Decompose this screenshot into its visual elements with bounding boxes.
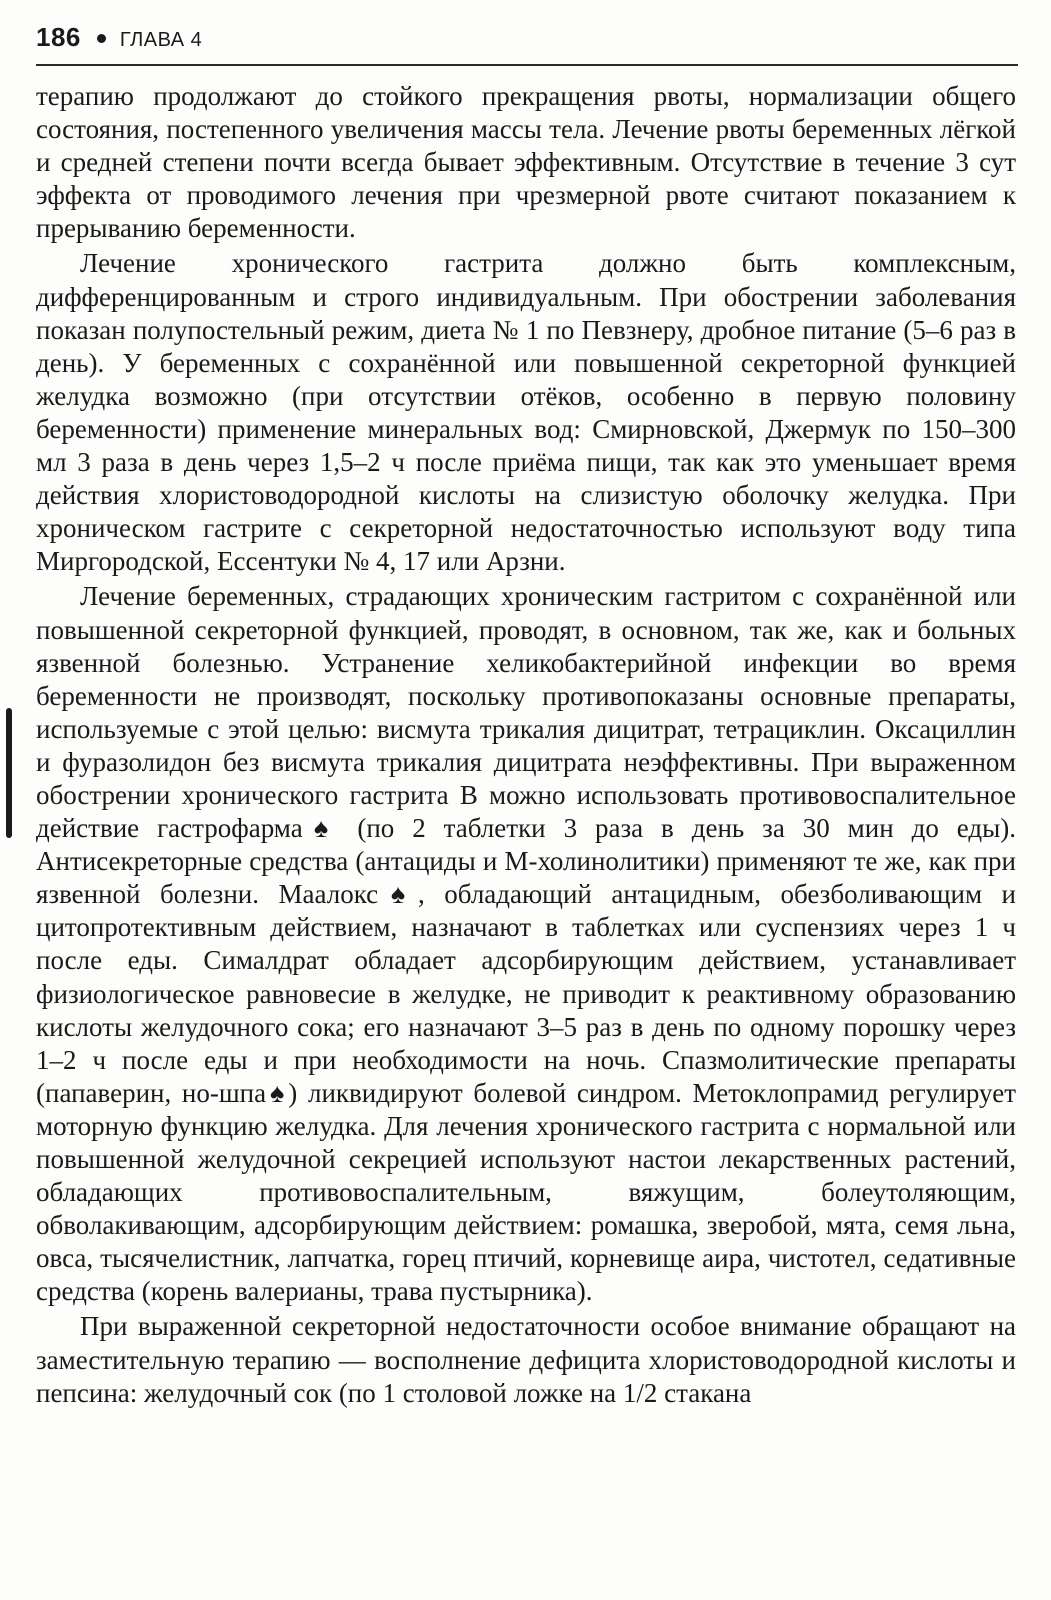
body-text — [36, 80, 1016, 1410]
page-number: 186 — [36, 22, 81, 52]
chapter-label: ГЛАВА 4 — [119, 29, 203, 51]
paragraph-gastritis-treatment: Лечение хронического гастрита должно быть комплексным, дифференцированным и строго индивидуальным. При обострении заболевания показан полупостельный режим, диета № 1 по Певзнеру, дробное питание (5–6 раз в день). У беременных с сохранённой или повышенной секреторной функцией желудка возможно (при отсутствии отёков, особенно в первую половину беременности) применение минеральных вод: Смирновской, Джермук по 150–300 мл 3 раза в день через 1,5–2 ч после приёма пищи, так как это уменьшает время действия хлористоводородной кислоты на слизистую оболочку желудка. При хроническом гастрите с секреторной недостаточностью используют воду типа Миргородской, Ессентуки № 4, 17 или Арзни. — [36, 248, 1016, 577]
paragraph-secretory-insufficiency: При выраженной секреторной недостаточности особое внимание обращают на заместительную терапию — восполнение дефицита хлористоводородной кислоты и пепсина: желудочный сок (по 1 столовой ложке на 1/2 стакана — [36, 1311, 1016, 1408]
bullet-icon — [97, 34, 106, 43]
header-rule — [36, 64, 1018, 66]
page-edge-mark — [6, 708, 12, 838]
paragraph-continuation: терапию продолжают до стойкого прекращения рвоты, нормализации общего состояния, постепенного увеличения массы тела. Лечение рвоты беременных лёгкой и средней степени почти всегда бывает эффективным. Отсутствие в течение 3 сут эффекта от проводимого лечения при чрезмерной рвоте считают показанием к прерыванию беременности. — [36, 81, 1016, 244]
paragraph-pregnant-treatment: Лечение беременных, страдающих хроническим гастритом с сохранённой или повышенной секреторной функцией, проводят, в основном, так же, как и больных язвенной болезнью. Устранение хеликобактерийной инфекции во время беременности не производят, поскольку противопоказаны основные препараты, используемые с этой целью: висмута трикалия дицитрат, тетрациклин. Оксациллин и фуразолидон без висмута трикалия дицитрата неэффективны. При выраженном обострении хронического гастрита В можно использовать противовоспалительное действие гастрофарма♠ (по 2 таблетки 3 раза в день за 30 мин до еды). Антисекреторные средства (антациды и М-холинолитики) применяют те же, как при язвенной болезни. Маалокс♠, обладающий антацидным, обезболивающим и цитопротективным действием, назначают в таблетках или суспензиях через 1 ч после еды. Сималдрат обладает адсорбирующим действием, устанавливает физиологическое равновесие в желудке, не приводит к реактивному образованию кислоты желудочного сока; его назначают 3–5 раз в день по одному порошку через 1–2 ч после еды и при необходимости на ночь. Спазмолитические препараты (папаверин, но-шпа♠) ликвидируют болевой синдром. Метоклопрамид регулирует моторную функцию желудка. Для лечения хронического гастрита с нормальной или повышенной желудочной секрецией используют настои лекарственных растений, обладающих противовоспалительным, вяжущим, болеутоляющим, обволакивающим, адсорбирующим действием: ромашка, зверобой, мята, семя льна, овса, тысячелистник, лапчатка, горец птичий, корневище аира, чистотел, седативные средства (корень валерианы, трава пустырника). — [36, 581, 1016, 1307]
running-head — [36, 22, 1016, 70]
